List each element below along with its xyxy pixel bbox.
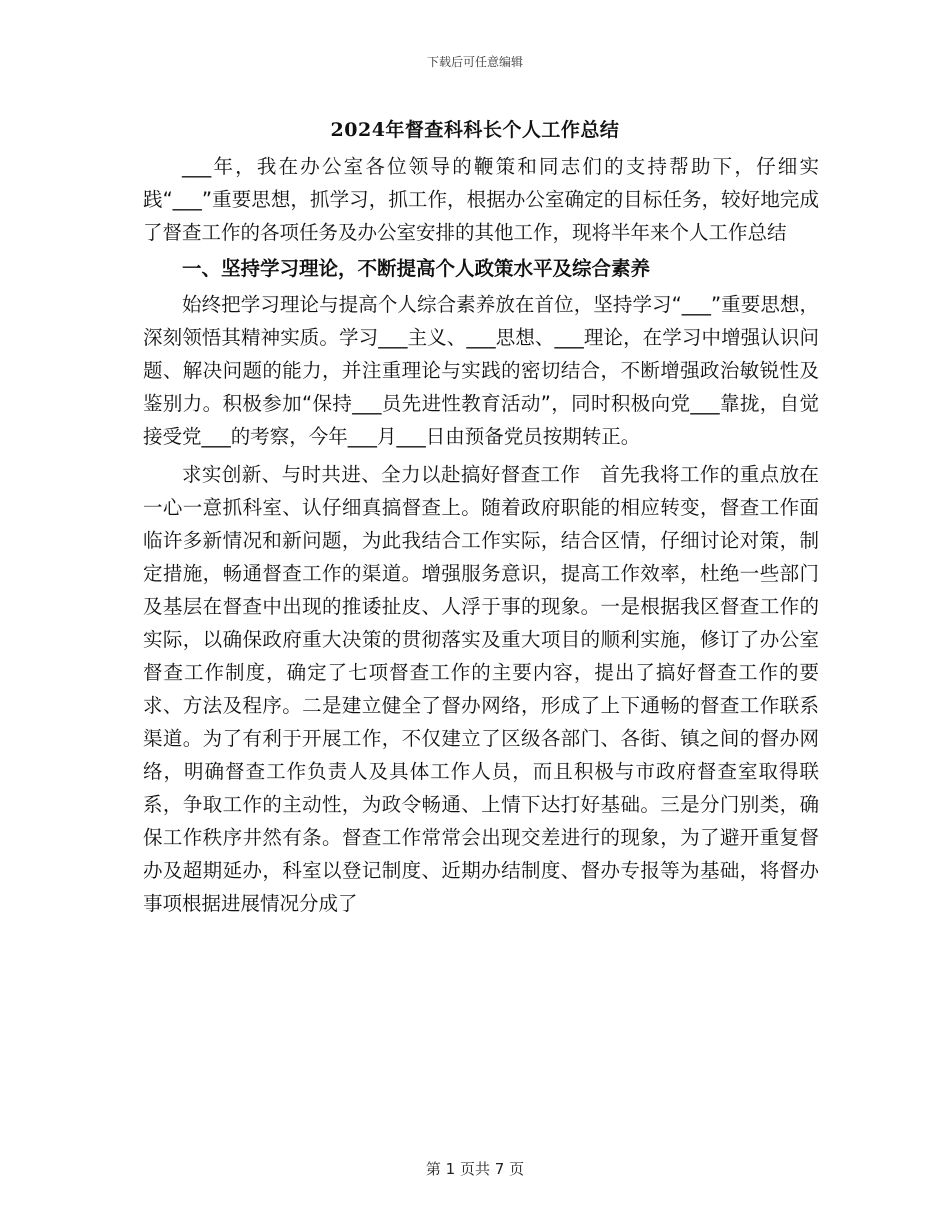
intro-paragraph: ___年，我在办公室各位领导的鞭策和同志们的支持帮助下，仔细实践“___”重要思想，抓学习，抓工作，根据办公室确定的目标任务，较好地完成了督查工作的各项任务及办公室安排的其他工作，现将半年来个人工作总结 xyxy=(143,155,819,244)
work-paragraph: 求实创新、与时共进、全力以赴搞好督查工作 首先我将工作的重点放在一心一意抓科室、认仔细真搞督查上。随着政府职能的相应转变，督查工作面临许多新情况和新问题，为此我结合工作实际，结合区情，仔细讨论对策，制定措施，畅通督查工作的渠道。增强服务意识，提高工作效率，杜绝一些部门及基层在督查中出现的推诿扯皮、人浮于事的现象。一是根据我区督查工作的实际，以确保政府重大决策的贯彻落实及重大项目的顺利实施，修订了办公室督查工作制度，确定了七项督查工作的主要内容，提出了搞好督查工作的要求、方法及程序。二是建立健全了督办网络，形成了上下通畅的督查工作联系渠道。为了有利于开展工作，不仅建立了区级各部门、各街、镇之间的督办网络，明确督查工作负责人及具体工作人员，而且积极与市政府督查室取得联系，争取工作的主动性，为政令畅通、上情下达打好基础。三是分门别类，确保工作秩序井然有条。督查工作常常会出现交差进行的现象，为了避开重复督办及超期延办，科室以登记制度、近期办结制度、督办专报等为基础，将督办事项根据进展情况分成了 xyxy=(143,463,819,915)
section-heading-1: 一、坚持学习理论，不断提高个人政策水平及综合素养 xyxy=(182,257,651,280)
study-paragraph: 始终把学习理论与提高个人综合素养放在首位，坚持学习“___”重要思想，深刻领悟其精神实质。学习___主义、___思想、___理论，在学习中增强认识问题、解决问题的能力，并注重理论与实践的密切结合，不断增强政治敏锐性及鉴别力。积极参加“保持___员先进性教育活动”，同时积极向党___靠拢，自觉接受党___的考察，今年___月___日由预备党员按期转正。 xyxy=(143,293,819,448)
page-number: 第 1 页共 7 页 xyxy=(425,1160,525,1178)
document-title: 2024年督查科科长个人工作总结 xyxy=(330,119,620,141)
document-body xyxy=(143,150,819,920)
header-note: 下载后可任意编辑 xyxy=(426,55,523,69)
